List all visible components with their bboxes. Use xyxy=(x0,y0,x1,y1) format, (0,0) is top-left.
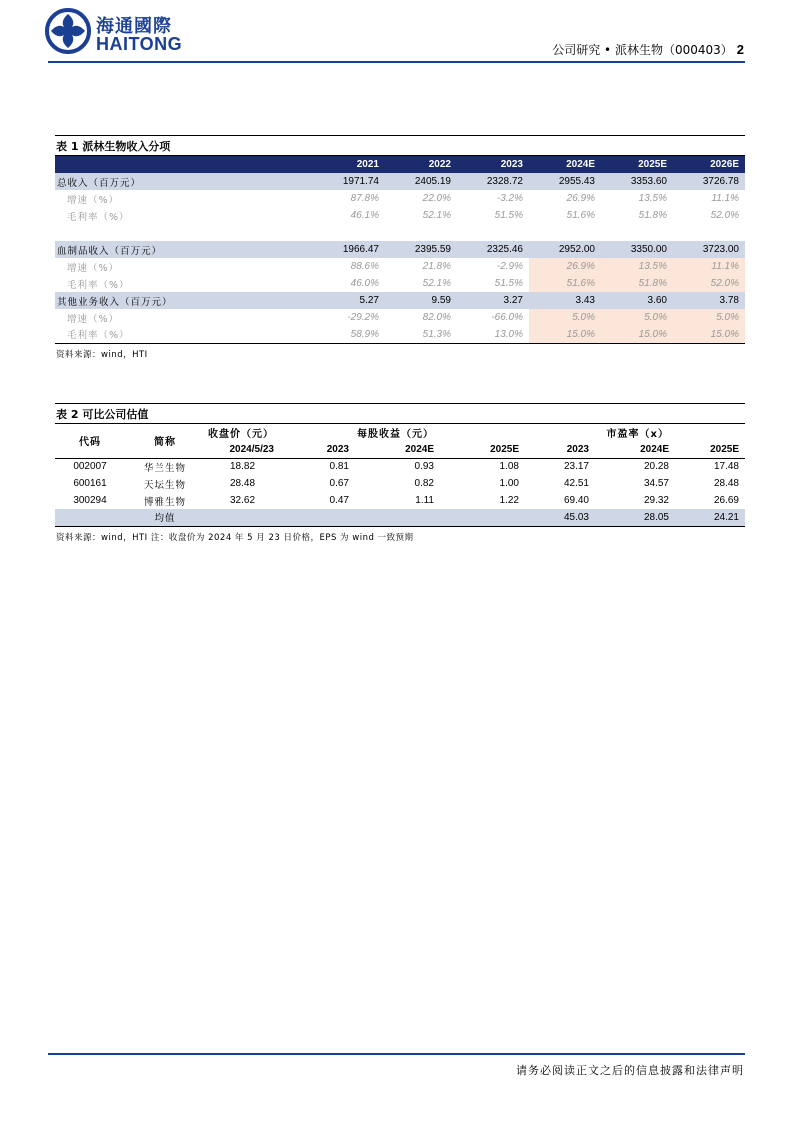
cell-avg-pe: 28.05 xyxy=(595,509,675,526)
cell-eps: 1.08 xyxy=(499,461,519,473)
header-blank xyxy=(675,424,745,441)
table1-title: 表 1 派林生物收入分项 xyxy=(55,135,745,156)
header-divider xyxy=(48,61,745,63)
cell-eps: 0.81 xyxy=(329,461,349,473)
header-blank xyxy=(440,424,525,441)
header-eps-year: 2023 xyxy=(280,441,355,458)
cell-pe: 69.40 xyxy=(563,495,589,506)
row-label: 增速（%） xyxy=(67,313,120,325)
cell-name: 华兰生物 xyxy=(143,462,186,474)
header-pe-year: 2024E xyxy=(595,441,675,458)
cell: 11.1% xyxy=(711,193,739,204)
table-row xyxy=(55,309,745,326)
cell: 51.6% xyxy=(566,210,595,221)
cell: 9.59 xyxy=(385,292,457,309)
header-eps-year: 2024E xyxy=(355,441,440,458)
row-label: 增速（%） xyxy=(67,194,120,206)
cell: -2.9% xyxy=(496,261,523,272)
cell: 87.8% xyxy=(350,193,379,204)
table1-col-header: 2022 xyxy=(385,156,457,173)
cell: 26.9% xyxy=(566,193,595,204)
header-pe-year: 2023 xyxy=(525,441,595,458)
cell-avg-pe: 45.03 xyxy=(525,509,595,526)
cell-eps: 0.67 xyxy=(329,478,349,489)
header-name: 简称 xyxy=(125,424,205,458)
cell: 13.0% xyxy=(457,326,529,343)
cell: 26.9% xyxy=(529,258,601,275)
cell-name: 博雅生物 xyxy=(143,496,186,508)
table1-col-header: 2024E xyxy=(529,156,601,173)
table-row xyxy=(55,207,745,224)
row-label: 增速（%） xyxy=(67,262,120,274)
table1-col-header: 2026E xyxy=(673,156,745,173)
cell-name: 天坛生物 xyxy=(143,479,186,491)
table-row xyxy=(55,173,745,190)
cell: 13.5% xyxy=(638,193,667,204)
cell: 5.0% xyxy=(601,309,673,326)
table2-title: 表 2 可比公司估值 xyxy=(55,403,745,424)
cell: 2405.19 xyxy=(385,173,457,190)
table-row-average xyxy=(55,509,745,526)
cell-code: 600161 xyxy=(73,478,107,489)
page-number: 2 xyxy=(736,42,744,57)
table2-header-row-1 xyxy=(55,424,745,441)
cell: 2955.43 xyxy=(529,173,601,190)
table1-col-header: 2023 xyxy=(457,156,529,173)
cell-pe: 34.57 xyxy=(643,478,669,489)
cell: 51.5% xyxy=(494,278,523,289)
cell-code: 002007 xyxy=(73,461,107,473)
footer-disclaimer: 请务必阅读正文之后的信息披露和法律声明 xyxy=(516,1064,744,1077)
cell: 13.5% xyxy=(601,258,673,275)
cell-eps: 0.47 xyxy=(329,495,349,506)
cell-close: 32.62 xyxy=(229,495,256,506)
cell: 2328.72 xyxy=(457,173,529,190)
row-label: 其他业务收入（百万元） xyxy=(55,292,313,309)
cell: 11.1% xyxy=(673,258,745,275)
cell: 51.8% xyxy=(638,210,667,221)
cell-pe: 42.51 xyxy=(563,478,589,489)
cell-close: 18.82 xyxy=(229,461,256,473)
cell: 51.5% xyxy=(494,210,523,221)
cell: 46.0% xyxy=(350,278,379,289)
footer-divider xyxy=(48,1053,745,1055)
header-pe-year: 2025E xyxy=(675,441,745,458)
header-close-price: 收盘价（元） xyxy=(208,429,274,440)
cell-blank xyxy=(205,509,280,526)
header-eps: 每股收益（元） xyxy=(357,429,434,440)
revenue-breakdown-table xyxy=(55,156,745,344)
cell-blank xyxy=(280,509,355,526)
table1-col-header: 2025E xyxy=(601,156,673,173)
cell: 3.60 xyxy=(601,292,673,309)
header-eps-year: 2025E xyxy=(440,441,525,458)
header-blank xyxy=(280,424,355,441)
cell: 46.1% xyxy=(350,210,379,221)
cell: 3726.78 xyxy=(673,173,745,190)
table2-source: 资料来源：wind，HTI 注：收盘价为 2024 年 5 月 23 日价格，EPS 为 wind 一致预期 xyxy=(56,532,414,543)
table-row xyxy=(55,475,745,492)
cell: 2952.00 xyxy=(529,241,601,258)
cell: 52.1% xyxy=(422,210,451,221)
cell: -66.0% xyxy=(491,312,523,323)
cell-blank xyxy=(55,509,125,526)
page-header xyxy=(0,0,793,64)
cell-pe: 26.69 xyxy=(713,495,739,506)
logo-chinese-text: 海通國際 xyxy=(96,16,172,37)
cell: 3.78 xyxy=(673,292,745,309)
cell: 15.0% xyxy=(673,326,745,343)
cell-blank xyxy=(440,509,525,526)
cell: 52.0% xyxy=(673,275,745,292)
cell: 51.3% xyxy=(385,326,457,343)
haitong-logo xyxy=(45,8,185,56)
cell-eps: 1.00 xyxy=(499,478,519,489)
cell: 51.6% xyxy=(529,275,601,292)
cell-pe: 23.17 xyxy=(563,461,589,473)
header-date: 2024/5/23 xyxy=(205,441,280,458)
table-row xyxy=(55,258,745,275)
table-row xyxy=(55,241,745,258)
cell: 1966.47 xyxy=(313,241,385,258)
cell-code: 300294 xyxy=(73,495,107,506)
cell-blank xyxy=(355,509,440,526)
cell: -3.2% xyxy=(496,193,523,204)
cell-eps: 0.82 xyxy=(414,478,434,489)
header-pe: 市盈率（x） xyxy=(606,429,669,440)
cell: 3723.00 xyxy=(673,241,745,258)
cell-pe: 17.48 xyxy=(713,461,739,473)
cell: 3350.00 xyxy=(601,241,673,258)
row-label: 毛利率（%） xyxy=(67,211,130,223)
cell: 51.8% xyxy=(601,275,673,292)
cell: -29.2% xyxy=(347,312,379,323)
table-row xyxy=(55,190,745,207)
cell-eps: 1.11 xyxy=(415,495,434,506)
cell: 3.43 xyxy=(529,292,601,309)
average-label: 均值 xyxy=(125,509,205,526)
cell: 3353.60 xyxy=(601,173,673,190)
doc-label: 公司研究 • 派林生物（000403） xyxy=(552,43,733,57)
table1-header-blank xyxy=(55,156,313,173)
cell-close: 28.48 xyxy=(229,478,256,489)
cell: 15.0% xyxy=(529,326,601,343)
table-row xyxy=(55,492,745,509)
cell-avg-pe: 24.21 xyxy=(675,509,745,526)
cell: 5.0% xyxy=(673,309,745,326)
table1-block xyxy=(55,135,745,360)
cell: 52.0% xyxy=(710,210,739,221)
table-row xyxy=(55,292,745,309)
table2-block xyxy=(55,403,745,543)
cell-eps: 0.93 xyxy=(414,461,434,473)
table-spacer-row xyxy=(55,224,745,241)
cell-eps: 1.22 xyxy=(499,495,519,506)
cell-pe: 20.28 xyxy=(643,461,669,473)
cell-pe: 28.48 xyxy=(713,478,739,489)
cell: 5.27 xyxy=(313,292,385,309)
cell: 21.8% xyxy=(422,261,451,272)
row-label: 毛利率（%） xyxy=(67,279,130,291)
cell: 58.9% xyxy=(313,326,385,343)
header-blank xyxy=(525,424,595,441)
cell: 52.1% xyxy=(422,278,451,289)
cell: 3.27 xyxy=(457,292,529,309)
row-label: 血制品收入（百万元） xyxy=(55,241,313,258)
row-label: 总收入（百万元） xyxy=(55,173,313,190)
cell: 88.6% xyxy=(350,261,379,272)
logo-english-text: HAITONG xyxy=(96,34,183,54)
header-doc-label xyxy=(552,41,744,58)
cell-pe: 29.32 xyxy=(643,495,669,506)
cell: 2395.59 xyxy=(385,241,457,258)
cell: 5.0% xyxy=(529,309,601,326)
table-row xyxy=(55,326,745,343)
cell: 22.0% xyxy=(422,193,451,204)
row-label: 毛利率（%） xyxy=(55,326,313,343)
table1-header-row xyxy=(55,156,745,173)
cell: 82.0% xyxy=(422,312,451,323)
cell: 2325.46 xyxy=(457,241,529,258)
cell: 15.0% xyxy=(601,326,673,343)
table-row xyxy=(55,458,745,475)
table1-source: 资料来源：wind，HTI xyxy=(56,349,148,360)
table1-col-header: 2021 xyxy=(313,156,385,173)
cell: 1971.74 xyxy=(313,173,385,190)
peer-valuation-table xyxy=(55,424,745,527)
haitong-logo-icon xyxy=(45,8,91,54)
table-row xyxy=(55,275,745,292)
header-code: 代码 xyxy=(55,424,125,458)
